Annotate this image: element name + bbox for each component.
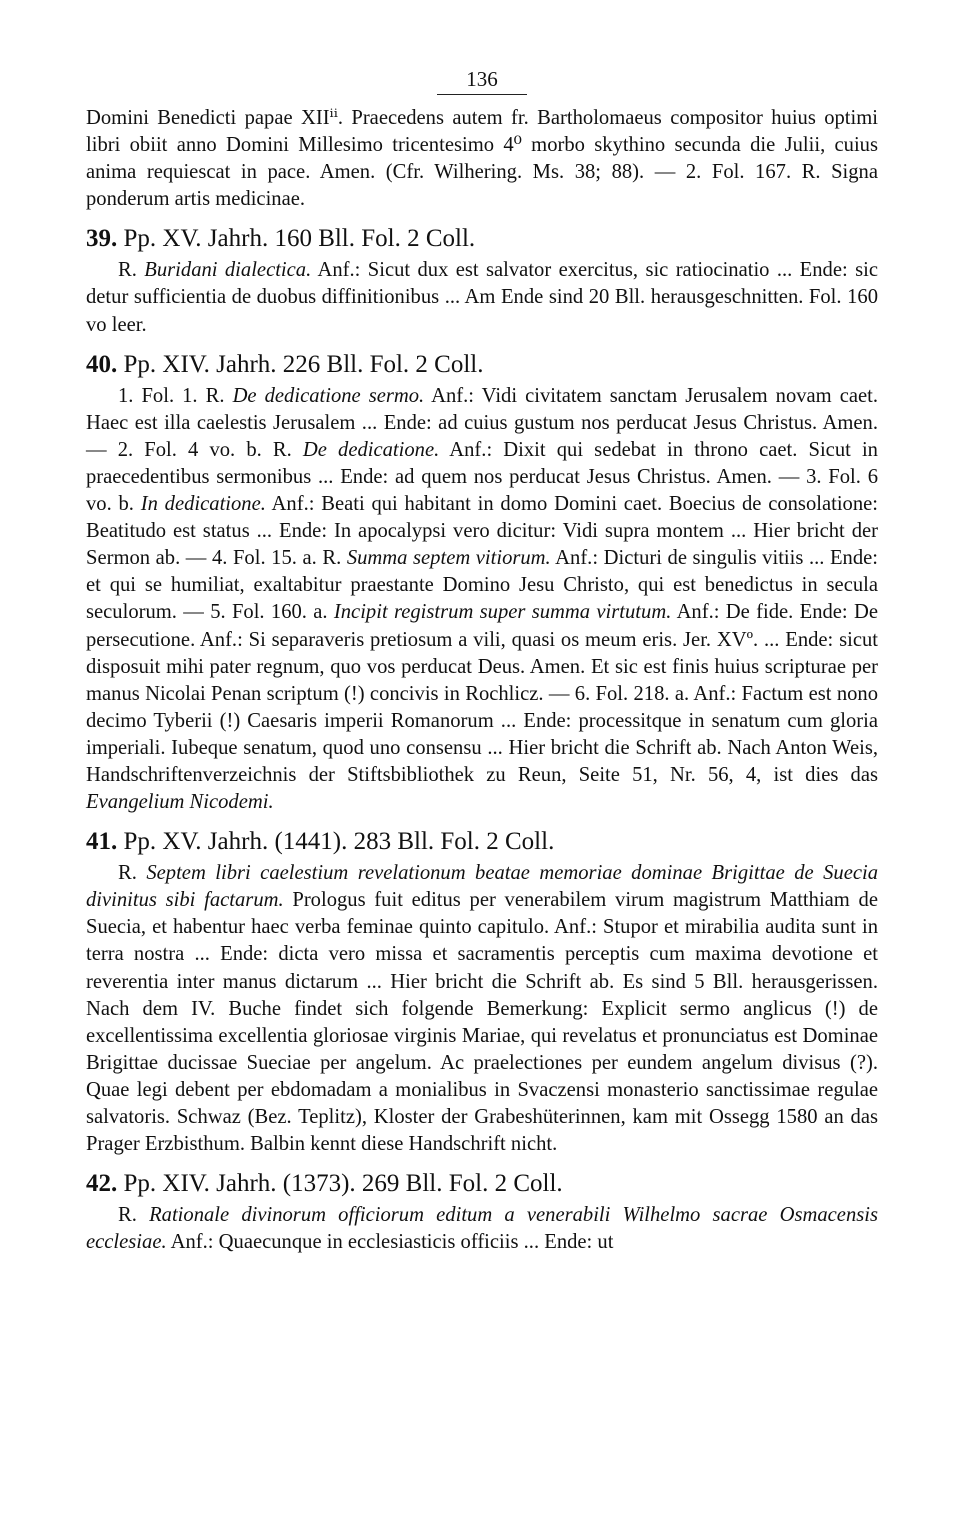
entry-number: 39. <box>86 225 118 253</box>
section-text: Anf.: Vidi civitatem sanctam Jerusalem novam caet. Haec est illa caelestis Jerusalem ... Ende: ad cuius gustum nos perducat Jesus Christus. Amen. — <box>86 384 879 461</box>
section-text: Anf.: De fide. Ende: De persecutione. Anf.: Si separaveris pretiosum a vili, quasi os meum eris. Jer. XVº. ... Ende: sicut disposuit mihi pater regnum, quo vos perducat Deus. Amen. Et sic est finis huius scripturae per manus Nicolai Penan scriptum (!) concivis in Rochlicz. — <box>86 601 878 705</box>
section-title: Summa septem vitiorum. <box>346 547 551 570</box>
section-ref: 5. Fol. 160. a. <box>210 601 328 624</box>
section-ref: 4. Fol. 15. a. R. <box>211 547 342 570</box>
work-title: Septem libri caelestium revelationum beatae memoriae dominae Brigittae de Suecia divinitus sibi factarum. <box>86 862 878 912</box>
section-text: Anf.: Dixit qui sedebat in throno caet. Sicut in praecedentibus sermonibus ... Ende: ad quem nos perducat Jesus Christus. Amen. — <box>86 438 878 488</box>
entry-39-heading <box>86 223 878 255</box>
entry-description: Pp. XV. Jahrh. (1441). 283 Bll. Fol. 2 Coll. <box>123 828 555 856</box>
section-ref: 3. Fol. 6 vo. b. <box>86 465 878 516</box>
entry-text: Prologus fuit editus per venerabilem virum magistrum Matthiam de Suecia, et habentur haec verba feminae quinto capitulo. Anf.: Stupor et mirabilia audita sunt in terra nostra ... Ende: dicta vero missa et sacramentis perceptis cum maxima devotione et reverentia inter manus dictarum ... Hier bricht die Schrift ab. Es sind 5 Bll. herausgerissen. Nach dem IV. Buche findet sich folgende Bemerkung: Explicit sermo anglicus (!) de excellentissima excellentia gloriosae virginis Mariae, qui revelatus et pronunciatus est Dominae Brigittae ducissae Sueciae per angelum. Ac praelectiones per eundem angelum divisus (?). Quae legi debent per ebdomadam a monialibus in Svaczensi monasterio sanctissimae regulae salvatoris. Schwaz (Bez. Teplitz), Kloster der Grabeshüterinnen, kam mit Ossegg 1580 an das Prager Erzbisthum. Balbin kennt diese Handschrift nicht. <box>86 889 878 1156</box>
entry-number: 40. <box>86 350 118 378</box>
section-title: In dedicatione. <box>140 493 266 516</box>
entry-description: Pp. XIV. Jahrh. (1373). 269 Bll. Fol. 2 Coll. <box>123 1170 563 1198</box>
document-page <box>86 66 878 1256</box>
page-number: 136 <box>437 66 527 95</box>
section-title: De dedicatione. <box>302 438 440 461</box>
work-title: Buridani dialectica. <box>144 259 312 282</box>
work-title: Rationale divinorum officiorum editum a venerabili Wilhelmo sacrae Osmacensis ecclesiae. <box>86 1204 878 1254</box>
entry-text: Anf.: Quaecunque in ecclesiasticis officiis ... Ende: ut <box>170 1231 614 1254</box>
entry-description: Pp. XIV. Jahrh. 226 Bll. Fol. 2 Coll. <box>123 350 484 378</box>
entry-description: Pp. XV. Jahrh. 160 Bll. Fol. 2 Coll. <box>123 225 476 253</box>
section-text: Anf.: Dicturi de singulis vitiis ... Ende: et qui se humiliat, exaltabitur praestante Domino Jesu Christo, qui est benedictus in secula seculorum. — <box>86 547 879 624</box>
entry-text: Anf.: Sicut dux est salvator exercitus, sic ratiocinatio ... Ende: sic detur sufficientia de duobus diffinitionibus ... Am Ende sind 20 Bll. herausgeschnitten. Fol. 160 vo leer. <box>86 259 878 336</box>
shelf-marker: R. <box>118 259 137 282</box>
section-ref: 6. Fol. 218. a. <box>574 682 690 705</box>
entry-42-heading <box>86 1168 878 1200</box>
entry-40-heading <box>86 349 878 381</box>
section-title: De dedicatione sermo. <box>232 384 425 407</box>
section-text: Anf.: Beati qui habitant in domo Domini caet. Boecius de consolatione: Beatitudo est status ... Ende: In apocalypsi vero dicitur: Vidi supra montem ... Hier bricht der Sermon ab. — <box>86 493 879 570</box>
section-ref: 2. Fol. 4 vo. b. R. <box>117 438 292 461</box>
shelf-marker: R. <box>118 862 137 885</box>
section-title: Incipit registrum super summa virtutum. <box>333 601 672 624</box>
entry-number: 42. <box>86 1170 118 1198</box>
shelf-marker: R. <box>118 1204 137 1227</box>
entry-number: 41. <box>86 828 118 856</box>
section-title: Evangelium Nicodemi. <box>86 791 274 814</box>
entry-41-heading <box>86 826 878 858</box>
section-ref: 1. Fol. 1. R. <box>118 384 225 407</box>
entry-41-body <box>86 860 878 1158</box>
entry-40-body <box>86 383 878 817</box>
entry-42-body <box>86 1202 878 1256</box>
continuation-paragraph: Domini Benedicti papae XIIⁱⁱ. Praecedens autem fr. Bartholomaeus compositor huius optimi libri obiit anno Domini Millesimo tricentesimo 4⁰ morbo skythino secunda die Julii, cuius anima requiescat in pace. Amen. (Cfr. Wilhering. Ms. 38; 88). — 2. Fol. 167. R. Signa ponderum artis medicinae. <box>86 107 878 211</box>
section-text: Anf.: Factum est nono decimo Tyberii (!) Caesaris imperii Romanorum ... Ende: processitque in senatum cum gloria imperiali. Iubeque senatum, quod uno consensu ... Hier bricht die Schrift ab. Nach Anton Weis, Handschriftenverzeichnis der Stiftsbibliothek zu Reun, Seite 51, Nr. 56, 4, ist dies das <box>86 682 879 786</box>
entry-39-body <box>86 257 878 338</box>
